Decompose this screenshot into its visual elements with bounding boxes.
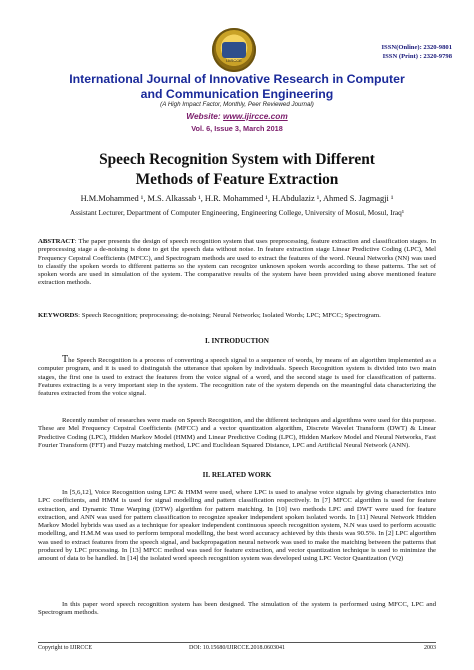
section-introduction-heading: I. INTRODUCTION <box>205 337 269 345</box>
section-related-work-heading: II. RELATED WORK <box>202 471 272 479</box>
journal-name-line2: and Communication Engineering <box>140 87 334 101</box>
paper-authors: H.M.Mohammed ¹, M.S. Alkassab ¹, H.R. Mohammed ¹, H.Abdulaziz ¹, Ahmed S. Jagmagji ¹ <box>80 194 394 203</box>
journal-name <box>40 72 434 102</box>
journal-website <box>40 111 434 121</box>
abstract-text: : The paper presents the design of speech recognition system that uses preprocessing, feature extraction and classification stages. In preprocessing stage a de-noising is done to get the speech data without noise. In feature extraction stage Linear Predictive Coding (LPC), Mel Frequency Cepstral Coefficients (MFCC), and Spectrogram methods are used to extract the features of the word. Neural Networks (NN) was used to classify the spoken words to different patterns so the system can recognize unknown spoken words according to these patterns. The set of spoken words are used in simulation of the system. The comparative results of the system have been provided using above mentioned feature extraction methods. <box>38 238 436 287</box>
journal-logo-icon <box>212 28 256 72</box>
footer-copyright: Copyright to IJIRCCE <box>38 645 93 651</box>
keywords-label: KEYWORDS <box>38 312 79 319</box>
website-link[interactable]: www.ijircce.com <box>223 111 288 121</box>
footer-page-number: 2003 <box>424 645 436 651</box>
paper-title-line2: Methods of Feature Extraction <box>135 171 339 188</box>
issn-print: ISSN (Print) : 2320-9798 <box>382 53 452 60</box>
abstract-label: ABSTRACT <box>38 238 75 245</box>
footer-doi: DOI: 10.15680/IJIRCCE.2018.0603041 <box>189 645 285 651</box>
issn-online: ISSN(Online): 2320-9801 <box>381 44 452 51</box>
intro-p1-text: he Speech Recognition is a process of converting a speech signal to a sequence of words, by means of an algorithm implemented as a computer program, and it is used to distinguish the utterance that spoken by individuals. Speech Recognition system is divided into two main stages, the first one is used to extract the features from the voice signal of a word, and the second stage is used for classification of patterns. Features extracting is a very important step in the system. The recognition rate of the system depends on the meaningful data characterizing the features extracted from the voice signal. <box>38 357 436 398</box>
paper-affiliation: Assistant Lecturer, Department of Computer Engineering, Engineering College, University of Mosul, Mosul, Iraq¹ <box>69 208 405 217</box>
website-label: Website: <box>186 111 223 121</box>
journal-tagline: (A High Impact Factor, Monthly, Peer Reviewed Journal) <box>160 101 314 108</box>
introduction-paragraph-1 <box>38 356 436 398</box>
page-footer <box>38 645 436 655</box>
keywords <box>38 312 436 320</box>
abstract <box>38 238 436 288</box>
footer-divider <box>38 642 436 643</box>
related-work-paragraph-2: In this paper word speech recognition system has been designed. The simulation of the system is performed using MFCC, LPC and Spectrogram methods. <box>38 601 436 617</box>
issn-block <box>381 43 452 61</box>
logo-text: IJIRCCE <box>226 58 242 63</box>
introduction-paragraph-2: Recently number of researches were made on Speech Recognition, and the different techniques and algorithms were used for this purpose. These are Mel Frequency Cepstral Coefficients (MFCC) and a vector quantization algorithm, Discrete Wavelet Transform (DWT) & Linear Predictive Coding (LPC), Hidden Markov Model (HMM) and Linear Predictive Coding (LPC), Hidden Markov Model and Neural Networks, Fast Fourier Transform (FFT) and Fuzzy matching method, LPC and Euclidean Squared Distance, LPC and Artificial Neural Network (ANN). <box>38 417 436 449</box>
related-work-paragraph-1: In [5,6,12], Voice Recognition using LPC & HMM were used, where LPC is used to analyse voice signals by giving characteristics into LPC coefficients, and HMM is used for signal modelling and pattern classification respectively. In [7] MFCC algorithm is used for feature extraction, and Dynamic Time Warping (DTW) algorithm for pattern matching. In [10] two methods LPC and DWT were used for feature extraction, and ANN was used for pattern classification to recognize speaker independent spoken isolated words. In [11] Neural Network Hidden Markov Model hybrids was used as a technique for speaker independent continuous speech recognition system, N.N was used to perform acoustic modelling, and H.M.M was used to perform temporal modelling, the best word accuracy achieved by this thesis was 90.5%. In [2] LPC algorithm was used to extract features from the speech signal, and backpropagation neural network was used to make the matching between the patterns that produced by LPC processing. In [13] MFCC method was used for feature extraction, and vector quantization technique is used to minimize the amount of data to be handled. In [14] the isolated word speech recognition system was developed using LPC Vector Quantization (VQ) <box>38 489 436 563</box>
logo-emblem <box>222 42 246 58</box>
intro-dropcap: T <box>62 354 69 365</box>
volume-issue: Vol. 6, Issue 3, March 2018 <box>191 124 283 133</box>
paper-title <box>30 150 444 190</box>
paper-title-line1: Speech Recognition System with Different <box>99 151 375 168</box>
keywords-text: : Speech Recognition; preprocessing; de-noising; Neural Networks; Isolated Words; LPC; MFCC; Spectrogram. <box>78 312 381 319</box>
journal-name-line1: International Journal of Innovative Research in Computer <box>69 72 405 86</box>
